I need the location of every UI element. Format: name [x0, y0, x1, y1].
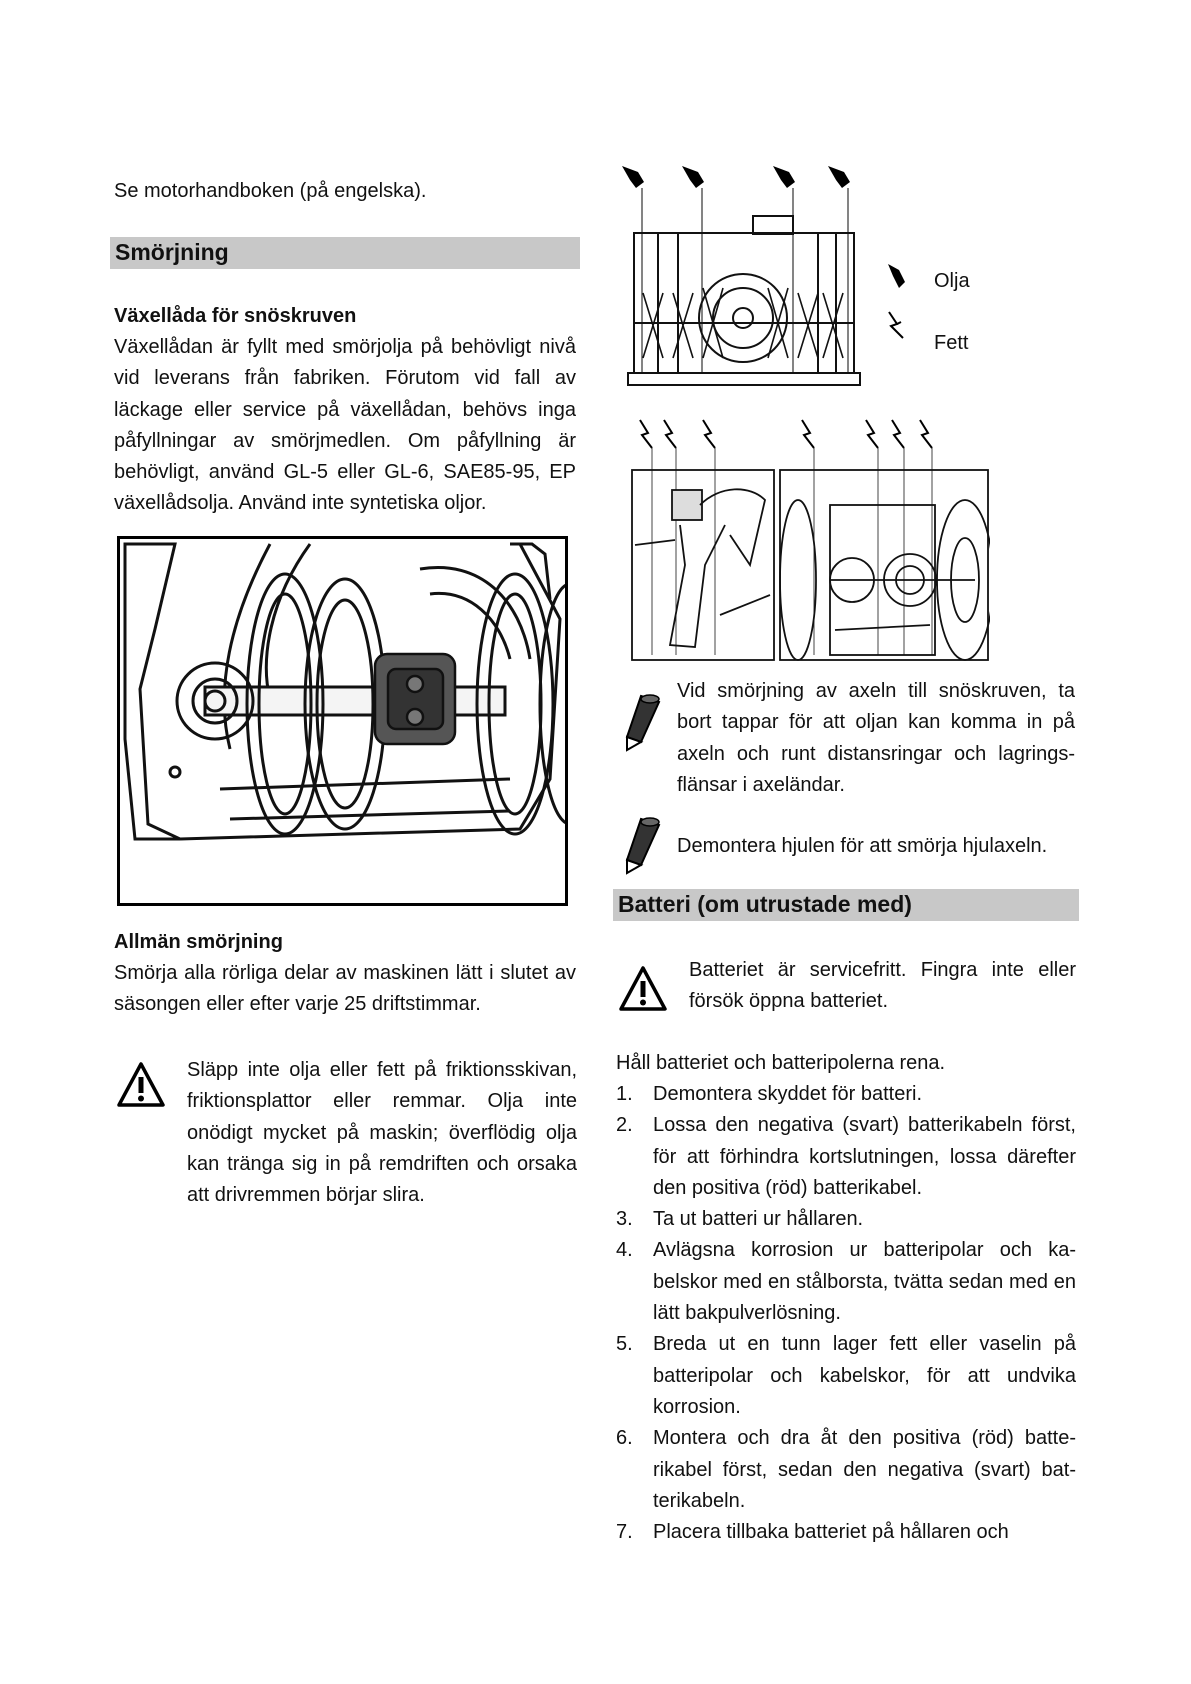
auger-gearbox-illustration [117, 536, 568, 906]
gearbox-section [114, 301, 576, 520]
section-band-battery [613, 889, 1079, 921]
warning-icon [116, 1060, 166, 1110]
note-wheel-axle: Demontera hjulen för att smörja hjulaxeln. [677, 835, 1048, 857]
battery-section-title: Batteri (om utrustade med) [618, 891, 912, 917]
section-band-lubrication [110, 237, 580, 269]
general-lubrication-section [114, 927, 576, 1021]
legend-grease-label: Fett [934, 332, 969, 354]
general-heading: Allmän smörjning [114, 931, 283, 953]
battery-warning-icon [618, 964, 668, 1014]
pencil-note-icon-1 [621, 690, 665, 752]
intro-text: Se motorhandboken (på engelska). [114, 180, 427, 202]
left-warning-text: Släpp inte olja eller fett på friktionsskivan, friktionsplattor eller remmar. Olja inte onödigt mycket på maskin; överflödig olja kan tränga sig in på remdriften och orsaka att drivremmen börjar slira. [187, 1059, 577, 1207]
grease-gun-icon [887, 310, 907, 340]
legend-oil-label: Olja [934, 270, 970, 292]
list-item: 6. Montera och dra åt den positiva (röd) batte-rikabel först, sedan den negativa (svart) bat-terikabeln. [616, 1427, 1076, 1512]
list-item: 1. Demontera skyddet för batteri. [616, 1083, 923, 1105]
lubrication-points-diagram-bottom [630, 415, 990, 665]
list-item: 5. Breda ut en tunn lager fett eller vaselin på batteripolar och kabelskor, för att undvika korrosion. [616, 1333, 1076, 1418]
gearbox-heading: Växellåda för snöskruven [114, 305, 357, 327]
list-item: 7. Placera tillbaka batteriet på hållaren och [616, 1521, 1009, 1544]
battery-intro: Håll batteriet och batteripolerna rena. [616, 1052, 946, 1074]
battery-warning-text: Batteriet är servicefritt. Fingra inte eller försök öppna batteriet. [689, 959, 1076, 1013]
pencil-note-icon-2 [621, 813, 665, 875]
list-item: 4. Avlägsna korrosion ur batteripolar och ka-belskor med en stålborsta, tvätta sedan med en lätt bakpulverlösning. [616, 1239, 1076, 1325]
oil-can-icon [887, 262, 907, 290]
gearbox-body: Växellådan är fyllt med smörjolja på behövligt nivå vid leverans från fabriken. Förutom vid fall av läckage eller service på växellådan, behövs inga påfyllningar av smörjmedlen. Om påfyllning är behövligt, använd GL-5 eller GL-6, SAE85-95, EP växellådsolja. Använd inte syntetiska oljor. [114, 336, 576, 515]
section-title: Smörjning [115, 239, 229, 265]
list-item: 2. Lossa den negativa (svart) batterikabeln först, för att förhindra kortslutningen, lossa därefter den positiva (röd) batterikabel. [616, 1114, 1076, 1199]
list-item: 3. Ta ut batteri ur hållaren. [616, 1208, 864, 1231]
lubrication-points-diagram-top [618, 158, 918, 398]
battery-steps-list [616, 1079, 1076, 1548]
auger-drawing [120, 539, 565, 903]
general-body: Smörja alla rörliga delar av maskinen lätt i slutet av säsongen eller efter varje 25 driftstimmar. [114, 962, 576, 1016]
note-auger-shaft: Vid smörjning av axeln till snöskruven, ta bort tappar för att oljan kan komma in på axeln och runt distansringar och lagrings-flänsar i axeländar. [677, 680, 1075, 796]
